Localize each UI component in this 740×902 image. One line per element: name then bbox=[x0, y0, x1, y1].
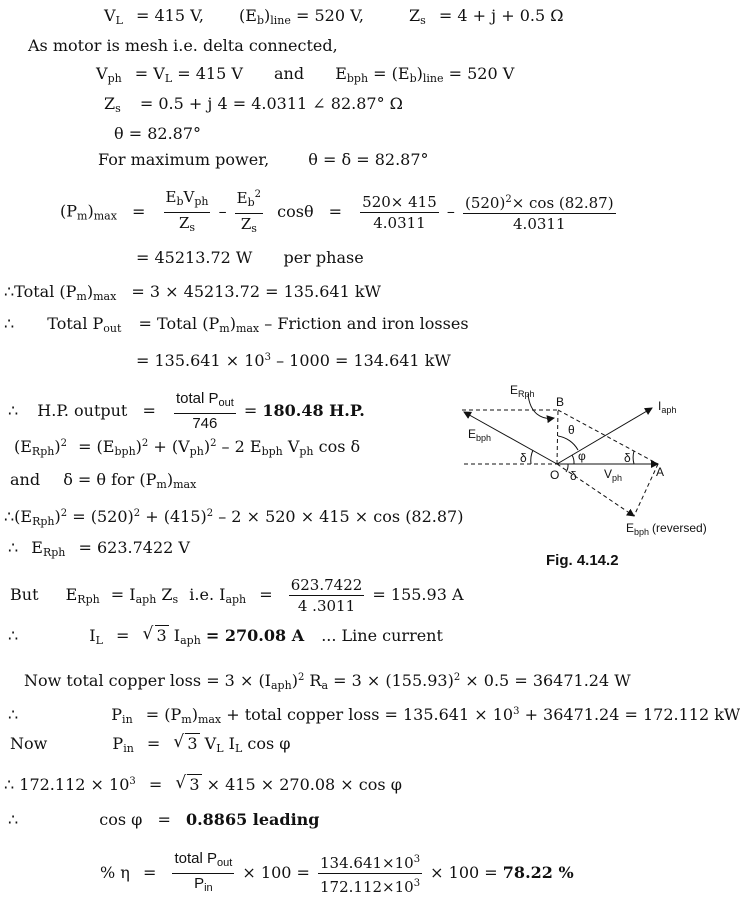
total-pm: ∴Total (P bbox=[4, 282, 77, 301]
a-label: A bbox=[656, 465, 665, 479]
pin-line bbox=[8, 702, 740, 730]
v: V bbox=[183, 187, 195, 206]
max-power-text: For maximum power, bbox=[98, 150, 270, 169]
and-word: and bbox=[10, 470, 41, 489]
therefore: ∴ bbox=[8, 705, 19, 724]
num-sup: 2 bbox=[505, 194, 512, 205]
phi-label: φ bbox=[578, 449, 586, 463]
cos-phi: cos φ bbox=[99, 810, 143, 829]
eb-paren2: ) bbox=[416, 64, 423, 83]
delta-theta-line bbox=[10, 470, 196, 495]
den-172: 172.112×10 bbox=[320, 878, 414, 896]
eb-value: = 520 V, bbox=[295, 6, 364, 25]
num-520: (520) bbox=[464, 194, 506, 212]
m-sub2: m bbox=[219, 322, 230, 335]
eb2-sup: 2 bbox=[254, 189, 262, 200]
bph-sub: bph bbox=[114, 445, 136, 458]
aph-sub: aph bbox=[180, 634, 201, 647]
figure-caption: Fig. 4.14.2 bbox=[546, 552, 619, 569]
num-520x415: 520× 415 bbox=[362, 192, 437, 211]
520-term: = (520) bbox=[72, 507, 134, 526]
vph-label: $V_{ph}$ bbox=[604, 467, 623, 483]
minus2: – bbox=[446, 201, 455, 221]
ebph-subscript: bph bbox=[346, 72, 369, 85]
sqrt-3: √ 3 bbox=[142, 624, 167, 645]
cos-phi-line bbox=[8, 810, 319, 830]
phi-arc bbox=[572, 455, 574, 464]
pow3: 3 bbox=[413, 854, 421, 865]
pm-max-sub: max bbox=[93, 209, 117, 223]
but-word: But bbox=[10, 585, 39, 604]
line-current-note: ... Line current bbox=[321, 626, 443, 645]
friction-losses: – Friction and iron losses bbox=[264, 314, 469, 333]
pout-result: – 1000 = 134.641 kW bbox=[276, 351, 451, 370]
num-cos: × cos (82.87) bbox=[511, 194, 614, 212]
equals: = bbox=[157, 810, 171, 829]
sq: 2 bbox=[297, 672, 305, 683]
paren: ) bbox=[54, 437, 61, 456]
iaph: = I bbox=[110, 585, 136, 604]
efficiency-value: 78.22 % bbox=[502, 863, 574, 882]
pm-value: = 45213.72 W bbox=[136, 248, 253, 267]
erph: E bbox=[65, 585, 78, 604]
pout-rhs: = Total (P bbox=[138, 314, 220, 333]
aph-sub: aph bbox=[135, 593, 157, 606]
fraction-pout-pin bbox=[172, 850, 234, 897]
aph-sub: aph bbox=[271, 679, 292, 692]
in-sub: in bbox=[122, 713, 133, 726]
ebph-symbol: E bbox=[335, 64, 347, 83]
hp-output-line bbox=[8, 390, 365, 433]
per-phase: per phase bbox=[283, 248, 364, 267]
cross-term: – 2 E bbox=[221, 437, 262, 456]
total-pm-value: = 3 × 45213.72 = 135.641 kW bbox=[131, 282, 381, 301]
paren: ) bbox=[54, 507, 61, 526]
copper-loss-line bbox=[24, 668, 631, 696]
phasor-diagram bbox=[450, 380, 706, 550]
equals: = bbox=[148, 775, 163, 794]
eb: E bbox=[165, 187, 177, 206]
radicand: 3 bbox=[156, 626, 167, 645]
ebph-term: = (E bbox=[78, 437, 115, 456]
bph-sub: bph bbox=[261, 445, 283, 458]
pout-value-line bbox=[136, 348, 451, 371]
equals: = bbox=[259, 585, 273, 604]
rph-sub: Rph bbox=[32, 515, 55, 528]
delta-arc-left bbox=[531, 450, 533, 464]
therefore: ∴ bbox=[8, 401, 19, 420]
erph-label: $E_{Rph}$ bbox=[510, 383, 535, 399]
therefore: ∴ bbox=[4, 314, 15, 333]
vph-term: + (V bbox=[153, 437, 190, 456]
sq: 2 bbox=[453, 672, 461, 683]
vph-sub: ph bbox=[194, 194, 209, 208]
pin-calc: + total copper loss = 135.641 × 10 bbox=[226, 705, 514, 724]
sq: 2 bbox=[206, 508, 214, 519]
vl-subscript: L bbox=[115, 14, 123, 27]
efficiency-line bbox=[100, 850, 574, 897]
pout: Total P bbox=[47, 314, 104, 333]
eb2: E bbox=[236, 189, 248, 207]
pm-symbol: (P bbox=[60, 201, 78, 221]
delta-label-right: δ bbox=[624, 451, 631, 465]
paren: ) bbox=[166, 470, 174, 489]
s-sub: s bbox=[172, 593, 179, 606]
pin: P bbox=[112, 734, 124, 753]
zs2: Z bbox=[240, 215, 252, 233]
total-pout: total P bbox=[175, 390, 219, 407]
max-sub2: max bbox=[235, 322, 260, 335]
ebph-label: $E_{bph}$ bbox=[468, 427, 492, 443]
iaph: I bbox=[173, 626, 181, 645]
delta-arc-right bbox=[633, 451, 634, 464]
erph-formula bbox=[14, 434, 360, 462]
a-sub: a bbox=[321, 679, 329, 692]
zs-subscript2: s bbox=[115, 102, 121, 115]
max-sub: max bbox=[197, 713, 222, 726]
sq: 2 bbox=[210, 438, 217, 449]
num-623: 623.7422 bbox=[290, 576, 363, 594]
vl-value: = 415 V, bbox=[135, 6, 204, 25]
given-values-line bbox=[104, 6, 564, 31]
eb-symbol: (E bbox=[239, 6, 257, 25]
ie-iaph: i.e. I bbox=[189, 585, 226, 604]
sq: 2 bbox=[60, 508, 68, 519]
den-4-0311b: 4.0311 bbox=[513, 215, 566, 233]
vph-value: = 415 V bbox=[177, 64, 243, 83]
zs: Z bbox=[178, 213, 190, 232]
fraction-520x415 bbox=[360, 193, 439, 232]
sq: 2 bbox=[141, 438, 149, 449]
max-power-condition bbox=[98, 150, 429, 170]
therefore: ∴ bbox=[8, 810, 19, 829]
pow3: 3 bbox=[264, 352, 271, 363]
sq: 2 bbox=[60, 438, 67, 449]
l-sub: L bbox=[216, 742, 224, 755]
ebph-eq: = (E bbox=[373, 64, 410, 83]
iaph-value: = 155.93 A bbox=[372, 585, 464, 604]
eb2-sub: b bbox=[247, 196, 255, 209]
delta-arc-bottom bbox=[566, 464, 568, 472]
in-sub: in bbox=[123, 742, 134, 755]
theta-label: θ bbox=[568, 423, 575, 437]
pin-formula-line bbox=[10, 734, 290, 759]
max-power-eq: θ = δ = 82.87° bbox=[308, 150, 429, 169]
den-4-3011: 4 .3011 bbox=[297, 597, 356, 615]
times-100b: × 100 = bbox=[430, 863, 498, 882]
rph-sub: Rph bbox=[42, 546, 66, 559]
hp-output-label: H.P. output bbox=[37, 401, 128, 420]
erph-substitution bbox=[4, 504, 463, 532]
out-sub: out bbox=[218, 397, 234, 409]
cos-phi-value: 0.8865 leading bbox=[185, 810, 320, 829]
delta-theta: δ = θ for (P bbox=[63, 470, 157, 489]
hp-result: 180.48 H.P. bbox=[262, 401, 365, 420]
fraction-pout-746 bbox=[174, 390, 236, 433]
pm-paren: ) bbox=[87, 201, 94, 221]
paren: ) bbox=[86, 282, 94, 301]
phase-values-line bbox=[96, 64, 514, 89]
erph-result bbox=[8, 538, 190, 563]
fraction-ebvph-zs bbox=[164, 188, 211, 237]
il-line bbox=[8, 626, 443, 651]
pow3: 3 bbox=[513, 706, 520, 717]
m-sub: m bbox=[156, 478, 167, 491]
l-sub: L bbox=[234, 742, 243, 755]
il: I bbox=[89, 626, 96, 645]
rph-sub: Rph bbox=[31, 445, 55, 458]
pow3: 3 bbox=[129, 776, 136, 787]
aph-sub: aph bbox=[225, 593, 247, 606]
fraction-eb2-zs bbox=[235, 186, 263, 238]
m-sub: m bbox=[76, 290, 87, 303]
ebph-value: = 520 V bbox=[448, 64, 515, 83]
theta-line: θ = 82.87° bbox=[114, 124, 202, 143]
and-word: and bbox=[274, 64, 305, 83]
eb-line-subscript: line bbox=[270, 14, 291, 27]
pow3: 3 bbox=[413, 878, 421, 889]
pm-sub: m bbox=[77, 209, 88, 223]
pin: P bbox=[194, 875, 205, 892]
ra: R bbox=[309, 671, 322, 690]
total-pout-line bbox=[4, 314, 469, 339]
paren2: ) bbox=[229, 314, 236, 333]
paren: ) bbox=[191, 705, 198, 724]
equals: = bbox=[116, 626, 130, 645]
b-label: B bbox=[556, 395, 565, 409]
o-label: O bbox=[550, 468, 560, 482]
in-sub: in bbox=[204, 882, 213, 894]
zs-sub: s bbox=[189, 220, 196, 234]
pin-result: + 36471.24 = 172.112 kW bbox=[524, 705, 740, 724]
iaph-label: $I_{aph}$ bbox=[658, 399, 677, 415]
sq: 2 bbox=[133, 508, 141, 519]
copper-result: × 0.5 = 36471.24 W bbox=[465, 671, 631, 690]
pout-value: = 135.641 × 10 bbox=[136, 351, 265, 370]
times-100: × 100 = bbox=[242, 863, 310, 882]
m-sub: m bbox=[181, 713, 192, 726]
pm-max-formula bbox=[60, 186, 619, 238]
impedance-line bbox=[104, 94, 403, 119]
vph-subscript: ph bbox=[107, 72, 122, 85]
zs-symbol2: Z bbox=[104, 94, 116, 113]
erph-value: = 623.7422 V bbox=[78, 538, 190, 557]
sqrt-3b: √ 3 bbox=[173, 732, 198, 753]
fraction-eta-values bbox=[318, 851, 422, 896]
out-sub: out bbox=[217, 857, 233, 869]
rph-sub: Rph bbox=[77, 593, 100, 606]
ebph-reversed-vector bbox=[557, 464, 634, 516]
delta-label-left: δ bbox=[520, 451, 527, 465]
paren: ) bbox=[291, 671, 298, 690]
radicand: 3 bbox=[187, 734, 198, 753]
cross-term: – 2 × 520 × 415 × cos (82.87) bbox=[218, 507, 464, 526]
415-term: + (415) bbox=[145, 507, 207, 526]
pin-value: ∴ 172.112 × 10 bbox=[4, 775, 130, 794]
zs2-sub: s bbox=[251, 222, 257, 235]
vl: V bbox=[204, 734, 217, 753]
copper-loss-text: Now total copper loss = 3 × (I bbox=[24, 671, 271, 690]
den-746: 746 bbox=[192, 415, 218, 432]
zs-subscript: s bbox=[420, 14, 426, 27]
zs: Z bbox=[161, 585, 173, 604]
equals: = bbox=[142, 863, 157, 882]
therefore: ∴ bbox=[8, 538, 19, 557]
pm-result bbox=[136, 248, 364, 268]
fraction-520sq-cos bbox=[463, 191, 616, 233]
delta-label-bottom: δ bbox=[570, 469, 577, 483]
eb-paren: ) bbox=[264, 6, 271, 25]
paren: ) bbox=[203, 437, 211, 456]
vl-symbol: V bbox=[104, 6, 116, 25]
erph: E bbox=[31, 538, 43, 557]
iaph-line bbox=[10, 576, 464, 615]
cos-theta: cosθ bbox=[277, 201, 314, 221]
ph-sub: ph bbox=[189, 445, 204, 458]
erph: (E bbox=[14, 437, 32, 456]
cos-phi: cos φ bbox=[247, 734, 291, 753]
zs-symbol: Z bbox=[409, 6, 421, 25]
sqrt-3c: √ 3 bbox=[175, 773, 200, 794]
vl-sub: L bbox=[164, 72, 173, 85]
cos-delta: cos δ bbox=[318, 437, 361, 456]
fraction-iaph bbox=[289, 576, 365, 615]
out-sub: out bbox=[103, 322, 122, 335]
eta: % η bbox=[100, 863, 130, 882]
radicand: 3 bbox=[189, 775, 200, 794]
minus: – bbox=[218, 201, 227, 221]
total-pm-line bbox=[4, 282, 381, 307]
pin-substitution bbox=[4, 772, 402, 795]
ph-sub: ph bbox=[299, 445, 314, 458]
now-word: Now bbox=[10, 734, 48, 753]
eb-sub: b bbox=[409, 72, 417, 85]
therefore: ∴ bbox=[8, 626, 19, 645]
eb-sub: b bbox=[176, 194, 184, 208]
copper-calc: = 3 × (155.93) bbox=[333, 671, 454, 690]
total-pout: total P bbox=[174, 850, 217, 867]
il: I bbox=[228, 734, 235, 753]
erph-line bbox=[557, 410, 558, 464]
equals2: = bbox=[328, 201, 343, 221]
l-sub: L bbox=[95, 634, 103, 647]
theta-arc bbox=[558, 436, 578, 450]
den-4-0311: 4.0311 bbox=[373, 213, 426, 232]
num-134: 134.641×10 bbox=[320, 854, 414, 872]
max-sub: max bbox=[93, 290, 117, 303]
erph: ∴(E bbox=[4, 507, 33, 526]
vph-eq: = V bbox=[134, 64, 165, 83]
zs-value: = 4 + j + 0.5 Ω bbox=[438, 6, 564, 25]
equals: = bbox=[146, 734, 161, 753]
dashed-a-down bbox=[634, 464, 658, 516]
equals: = bbox=[142, 401, 156, 420]
equals: = bbox=[132, 201, 146, 221]
paren: ) bbox=[135, 437, 142, 456]
mesh-statement: As motor is mesh i.e. delta connected, bbox=[28, 36, 338, 55]
v: V bbox=[287, 437, 300, 456]
vph-symbol: V bbox=[96, 64, 108, 83]
pin: P bbox=[111, 705, 123, 724]
line-sub: line bbox=[422, 72, 444, 85]
il-value: = 270.08 A bbox=[205, 626, 305, 645]
max-sub: max bbox=[173, 478, 197, 491]
equals2: = bbox=[243, 401, 258, 420]
zs-polar: = 0.5 + j 4 = 4.0311 ∠ 82.87° Ω bbox=[139, 94, 403, 113]
pin-subst-tail: × 415 × 270.08 × cos φ bbox=[206, 775, 402, 794]
eb-subscript: b bbox=[256, 14, 264, 27]
ebph-reversed-label: $E_{bph}$ (reversed) bbox=[626, 521, 707, 537]
pm: = (P bbox=[145, 705, 182, 724]
